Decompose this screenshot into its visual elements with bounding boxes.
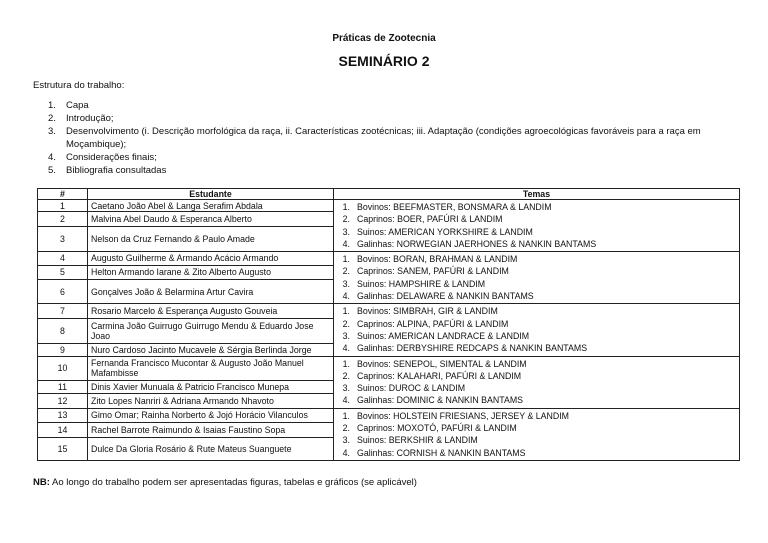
theme-number: 4. [342,343,350,354]
student-names: Nelson da Cruz Fernando & Paulo Amade [88,227,334,252]
theme-number: 1. [342,202,350,212]
student-names: Carmina João Guirrugo Guirrugo Mendu & Eduardo Jose Joao [88,318,334,344]
theme-number: 1. [342,306,350,317]
theme-number: 4. [342,447,350,458]
student-names: Augusto Guilherme & Armando Acácio Armando [88,252,334,265]
footnote-text: Ao longo do trabalho podem ser apresentadas figuras, tabelas e gráficos (se aplicável) [52,477,417,488]
student-names: Fernanda Francisco Mucontar & Augusto João Manuel Mafambisse [88,356,334,380]
theme-item [338,394,739,406]
row-number: 4 [38,252,88,265]
theme-number: 4. [342,291,350,302]
table-row [38,356,740,380]
column-header-themes: Temas [334,189,740,200]
theme-number: 4. [342,238,350,249]
theme-number: 3. [342,278,350,289]
theme-text: Suinos: BERKSHIR & LANDIM [357,435,478,446]
themes-cell [334,200,740,252]
theme-number: 1. [342,410,350,421]
theme-item [338,226,739,238]
theme-text: Galinhas: NORWEGIAN JAERHONES & NANKIN BANTAMS [357,238,597,249]
theme-text: Suinos: DUROC & LANDIM [357,383,466,394]
structure-item: 2. Introdução; [48,113,114,124]
theme-number: 2. [342,370,350,381]
theme-number: 2. [342,423,350,434]
theme-item [338,213,739,225]
footnote-label: NB: [33,477,50,488]
themes-list [338,201,739,250]
theme-text: Galinhas: DERBYSHIRE REDCAPS & NANKIN BANTAMS [357,343,588,354]
theme-number: 2. [342,266,350,277]
theme-item [338,290,739,302]
theme-item [338,265,739,277]
student-names: Malvina Abel Daudo & Esperanca Alberto [88,212,334,227]
theme-number: 3. [342,383,350,394]
theme-item [338,382,739,394]
row-number: 6 [38,279,88,303]
structure-item: 4. Considerações finais; [48,152,157,163]
row-number: 2 [38,212,88,227]
structure-item: 1. Capa [48,100,89,111]
theme-text: Caprinos: BOER, PAFÚRI & LANDIM [357,214,503,225]
theme-number: 4. [342,395,350,406]
themes-list [338,410,739,459]
row-number: 11 [38,380,88,393]
theme-text: Bovinos: BEEFMASTER, BONSMARA & LANDIM [357,202,552,212]
table-row [38,200,740,212]
theme-text: Galinhas: DOMINIC & NANKIN BANTAMS [357,395,524,406]
column-header-number: # [38,189,88,200]
theme-item [338,330,739,342]
row-number: 5 [38,265,88,279]
theme-item [338,305,739,317]
themes-cell [334,356,740,408]
theme-number: 1. [342,254,350,265]
row-number: 14 [38,423,88,437]
theme-item [338,434,739,446]
student-names: Helton Armando Iarane & Zito Alberto Augusto [88,265,334,279]
theme-text: Bovinos: SIMBRAH, GIR & LANDIM [357,306,498,317]
theme-number: 3. [342,435,350,446]
theme-text: Galinhas: DELAWARE & NANKIN BANTAMS [357,291,534,302]
theme-item [338,253,739,265]
themes-cell [334,252,740,304]
structure-intro: Estrutura do trabalho: [33,80,125,91]
theme-text: Bovinos: HOLSTEIN FRIESIANS, JERSEY & LANDIM [357,410,570,421]
theme-item [338,422,739,434]
theme-text: Caprinos: ALPINA, PAFÚRI & LANDIM [357,318,509,329]
student-names: Rachel Barrote Raimundo & Isaias Faustino Sopa [88,423,334,437]
theme-item [338,201,739,213]
footnote [33,477,417,488]
theme-text: Galinhas: CORNISH & NANKIN BANTAMS [357,447,526,458]
theme-text: Bovinos: BORAN, BRAHMAN & LANDIM [357,254,518,265]
theme-item [338,410,739,422]
themes-list [338,358,739,407]
theme-number: 1. [342,358,350,369]
row-number: 13 [38,408,88,422]
row-number: 7 [38,304,88,318]
theme-item [338,447,739,459]
theme-item [338,342,739,354]
row-number: 3 [38,227,88,252]
row-number: 15 [38,437,88,460]
structure-item: 5. Bibliografia consultadas [48,165,167,176]
theme-number: 3. [342,226,350,237]
student-names: Dinis Xavier Munuala & Patricio Francisco Munepa [88,380,334,393]
column-header-student: Estudante [88,189,334,200]
theme-item [338,318,739,330]
student-names: Dulce Da Gloria Rosário & Rute Mateus Suanguete [88,437,334,460]
theme-item [338,238,739,250]
assignment-table [37,188,740,461]
row-number: 1 [38,200,88,212]
theme-number: 2. [342,318,350,329]
table-row [38,304,740,318]
theme-text: Bovinos: SENEPOL, SIMENTAL & LANDIM [357,358,527,369]
theme-item [338,358,739,370]
theme-text: Suinos: AMERICAN YORKSHIRE & LANDIM [357,226,533,237]
row-number: 12 [38,394,88,408]
document-title: Práticas de Zootecnia [332,33,436,44]
theme-text: Suinos: AMERICAN LANDRACE & LANDIM [357,330,530,341]
row-number: 9 [38,344,88,356]
student-names: Zito Lopes Nanriri & Adriana Armando Nhavoto [88,394,334,408]
theme-text: Caprinos: SANEM, PAFÚRI & LANDIM [357,266,509,277]
student-names: Rosario Marcelo & Esperança Augusto Gouveia [88,304,334,318]
table-row [38,408,740,422]
student-names: Nuro Cardoso Jacinto Mucavele & Sérgia Berlinda Jorge [88,344,334,356]
student-names: Gimo Omar; Rainha Norberto & Jojó Horácio Vilanculos [88,408,334,422]
student-names: Gonçalves João & Belarmina Artur Cavira [88,279,334,303]
themes-cell [334,304,740,356]
theme-text: Suinos: HAMPSHIRE & LANDIM [357,278,486,289]
row-number: 10 [38,356,88,380]
themes-list [338,305,739,354]
table-row [38,252,740,265]
structure-item: 3. Desenvolvimento (i. Descrição morfológica da raça, ii. Características zootécnicas; iii. Adaptação (condições agroecológicas favoráveis para a raça em Moçambique); [48,126,701,150]
structure-list [48,99,738,177]
table-header-row [38,189,740,200]
themes-list [338,253,739,302]
seminar-heading: SEMINÁRIO 2 [338,53,430,69]
themes-cell [334,408,740,460]
row-number: 8 [38,318,88,344]
theme-item [338,278,739,290]
theme-text: Caprinos: KALAHARI, PAFÚRI & LANDIM [357,370,522,381]
theme-text: Caprinos: MOXOTÓ, PAFÚRI & LANDIM [357,423,517,434]
theme-item [338,370,739,382]
theme-number: 2. [342,214,350,225]
theme-number: 3. [342,330,350,341]
student-names: Caetano João Abel & Langa Serafim Abdala [88,200,334,212]
